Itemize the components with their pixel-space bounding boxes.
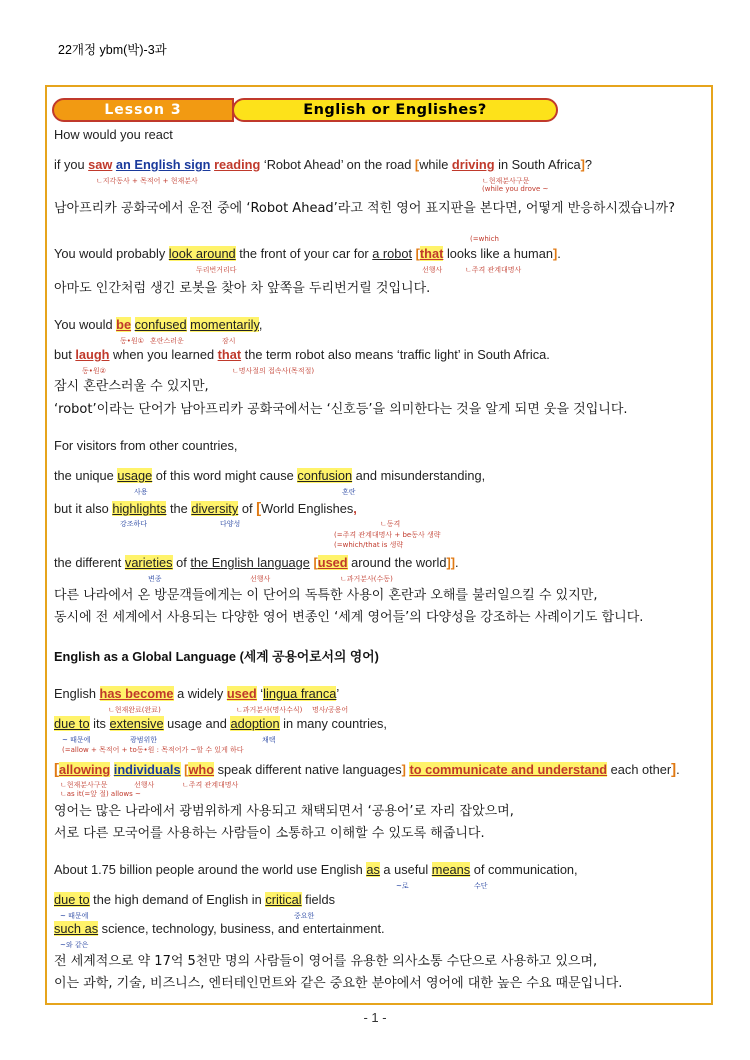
keyword: means [431, 862, 471, 877]
grammar-note: ㄴ명사절의 접속사(목적절) [232, 367, 315, 375]
keyword: be [116, 317, 132, 332]
text-line: if you saw an English sign reading ‘Robot Ahead’ on the road [while driving in South Africa]? [54, 157, 593, 172]
grammar-note: ㄴ주격 관계대명사 [465, 266, 522, 274]
korean-translation: 동시에 전 세계에서 사용되는 다양한 영어 변종인 ‘세계 영어들’의 다양성을 강조하는 사례이기도 합니다. [54, 610, 644, 625]
keyword: as [366, 862, 380, 877]
keyword: look around [168, 246, 236, 261]
keyword: individuals [113, 762, 181, 777]
keyword: extensive [109, 716, 164, 731]
korean-translation: 다른 나라에서 온 방문객들에게는 이 단어의 독특한 사용이 혼란과 오해를 불러일으킬 수 있지만, [54, 588, 598, 603]
grammar-note: (=which [470, 235, 499, 243]
grammar-note: ㄴ과거분사(수동) [340, 575, 393, 583]
grammar-note: 중요한 [294, 912, 315, 920]
grammar-note: ㄴ현재분사구문 [60, 781, 108, 789]
lesson-title: English or Englishes? [232, 98, 558, 122]
keyword: that [419, 246, 444, 261]
grammar-note: ㄴ지각동사 + 목적어 + 현재분사 [96, 177, 198, 185]
text-line: due to the high demand of English in critical fields [54, 892, 336, 907]
grammar-note: 사용 [134, 488, 148, 496]
korean-translation: 이는 과학, 기술, 비즈니스, 엔터테인먼트와 같은 중요한 분야에서 영어에 대한 높은 수요 때문입니다. [54, 976, 623, 991]
keyword: used [226, 686, 257, 701]
grammar-note: 광범위한 [130, 736, 158, 744]
keyword: a robot [372, 246, 413, 261]
korean-translation: 남아프리카 공화국에서 운전 중에 ‘Robot Ahead’라고 적힌 영어 표지판을 본다면, 어떻게 반응하시겠습니까? [54, 201, 676, 216]
keyword: the English language [190, 555, 310, 570]
keyword: that [217, 347, 242, 362]
grammar-note: 선행사 [422, 266, 443, 274]
grammar-note: 채택 [262, 736, 276, 744]
korean-translation: 서로 다른 모국어를 사용하는 사람들이 소통하고 이해할 수 있도록 해줍니다. [54, 826, 485, 841]
keyword: has become [99, 686, 174, 701]
keyword: who [188, 762, 215, 777]
text-line: such as science, technology, business, and entertainment. [54, 921, 385, 936]
korean-translation: 전 세계적으로 약 17억 5천만 명의 사람들이 영어를 유용한 의사소통 수단으로 사용하고 있으며, [54, 954, 598, 969]
grammar-note: 동•원① [120, 337, 144, 345]
grammar-note: ㄴ현재완료(완료) [108, 706, 161, 714]
grammar-note: 변종 [148, 575, 162, 583]
keyword: varieties [124, 555, 173, 570]
grammar-note: 명사/공용어 [312, 706, 349, 714]
document-header: 22개정 ybm(박)-3과 [58, 43, 167, 57]
grammar-note: (while you drove ~ [482, 185, 549, 193]
korean-translation: 잠시 혼란스러울 수 있지만, [54, 379, 209, 394]
grammar-note: 두리번거리다 [196, 266, 237, 274]
grammar-note: 선행사 [134, 781, 155, 789]
text-line: You would be confused momentarily, [54, 317, 263, 332]
keyword: adoption [230, 716, 280, 731]
text-line: but laugh when you learned that the term robot also means ‘traffic light’ in South Africa. [54, 347, 550, 362]
text-line: the different varieties of the English language [used around the world]]. [54, 555, 459, 570]
text-line: How would you react [54, 127, 173, 142]
keyword: due to [54, 716, 90, 731]
keyword: due to [54, 892, 90, 907]
keyword: momentarily [190, 317, 259, 332]
text-line: but it also highlights the diversity of [World Englishes, [54, 500, 357, 517]
korean-translation: ‘robot’이라는 단어가 남아프리카 공화국에서는 ‘신호등’을 의미한다는 것을 알게 되면 웃을 것입니다. [54, 402, 628, 417]
grammar-note: 혼란 [342, 488, 356, 496]
page-number: - 1 - [363, 1010, 387, 1025]
korean-translation: 영어는 많은 나라에서 광범위하게 사용되고 채택되면서 ‘공용어’로 자리 잡았으며, [54, 804, 514, 819]
text-line: the unique usage of this word might cause confusion and misunderstanding, [54, 468, 486, 483]
keyword: an English sign [115, 157, 211, 172]
section-heading: English as a Global Language (세계 공용어로서의 영어) [54, 649, 379, 664]
text-line: due to its extensive usage and adoption in many countries, [54, 716, 387, 731]
keyword: driving [451, 157, 495, 172]
text-line: You would probably look around the front of your car for a robot [that looks like a human]. [54, 246, 561, 261]
grammar-note: 잠시 [222, 337, 236, 345]
text-line: English has become a widely used ‘lingua franca’ [54, 686, 340, 701]
keyword: used [317, 555, 348, 570]
grammar-note: (=which/that is 생략 [334, 541, 404, 549]
keyword: critical [265, 892, 302, 907]
grammar-note: ㄴ현재분사구문 [482, 177, 530, 185]
grammar-note: 동•원② [82, 367, 106, 375]
grammar-note: ~와 같은 [60, 941, 89, 949]
grammar-note: ㄴas it(=앞 절) allows ~ [60, 790, 141, 798]
lesson-banner [52, 98, 558, 122]
keyword: confused [134, 317, 187, 332]
keyword: lingua franca [263, 686, 337, 701]
grammar-note: 수단 [474, 882, 488, 890]
keyword: reading [214, 157, 261, 172]
keyword: highlights [112, 501, 167, 516]
keyword: confusion [297, 468, 353, 483]
text-line: About 1.75 billion people around the world use English as a useful means of communication, [54, 862, 578, 877]
grammar-note: 혼란스러운 [150, 337, 184, 345]
keyword: allowing [59, 762, 111, 777]
text-line: [allowing individuals [who speak different native languages] to communicate and understand each other]. [54, 761, 680, 778]
grammar-note: ~ 때문에 [60, 912, 89, 920]
keyword: saw [88, 157, 113, 172]
korean-translation: 아마도 인간처럼 생긴 로봇을 찾아 차 앞쪽을 두리번거릴 것입니다. [54, 281, 431, 296]
grammar-note: (=주격 관계대명사 + be동사 생략 [334, 531, 441, 539]
keyword: to communicate and understand [409, 762, 608, 777]
grammar-note: ㄴ동격 [380, 520, 401, 528]
grammar-note: (=allow + 목적어 + to동•원 : 목적어가 ~할 수 있게 하다 [62, 746, 244, 754]
grammar-note: 강조하다 [120, 520, 148, 528]
keyword: usage [117, 468, 153, 483]
keyword: such as [54, 921, 99, 936]
text-line: For visitors from other countries, [54, 438, 238, 453]
grammar-note: 다양성 [220, 520, 241, 528]
grammar-note: ~ 때문에 [62, 736, 91, 744]
keyword: diversity [191, 501, 239, 516]
grammar-note: ~로 [396, 882, 409, 890]
grammar-note: 선행사 [250, 575, 271, 583]
keyword: laugh [75, 347, 110, 362]
grammar-note: ㄴ과거분사(명사수식) [236, 706, 303, 714]
lesson-number: Lesson 3 [52, 98, 234, 122]
grammar-note: ㄴ주격 관계대명사 [182, 781, 239, 789]
